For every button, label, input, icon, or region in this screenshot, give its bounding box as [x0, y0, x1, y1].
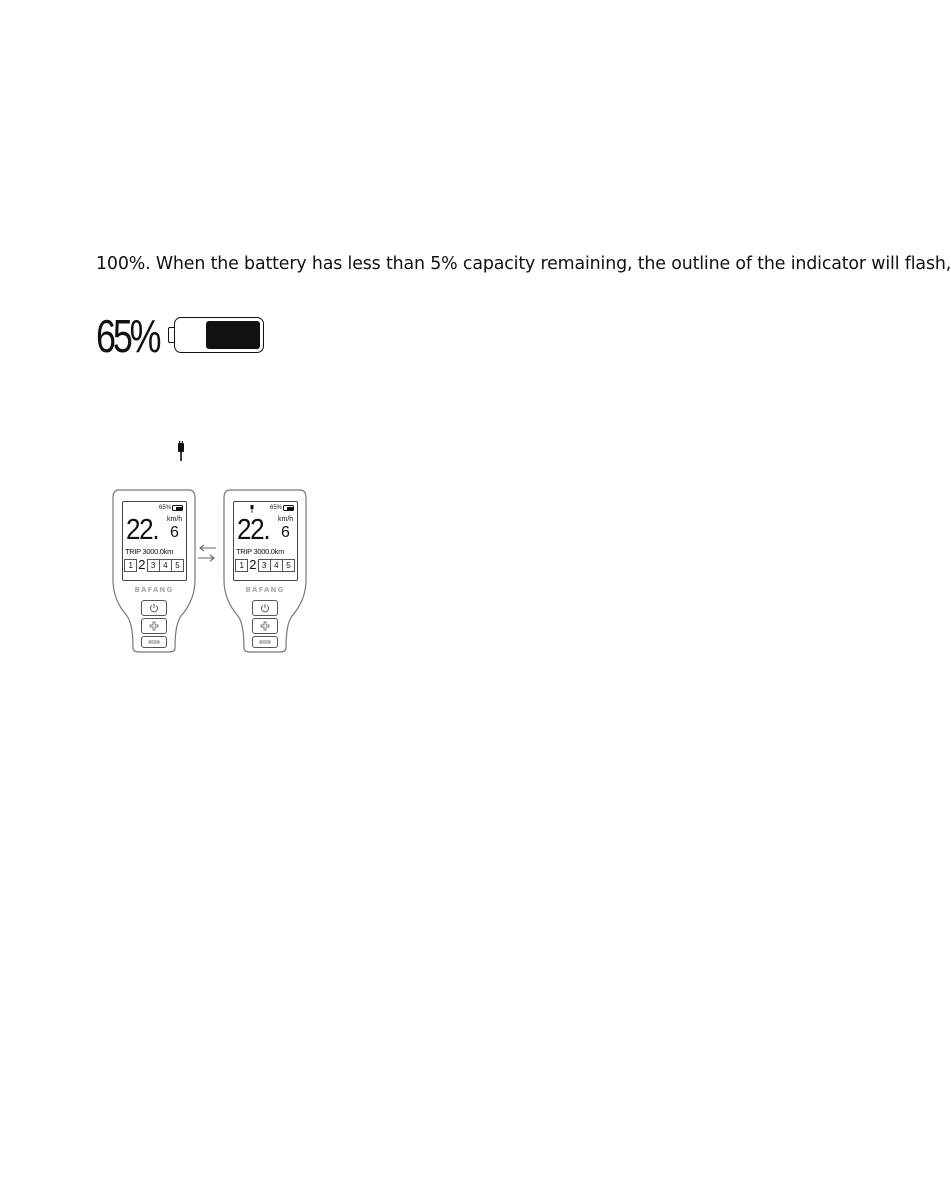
minus-icon: [148, 640, 160, 644]
plus-button[interactable]: [141, 618, 167, 634]
lcd-screen: [233, 501, 298, 581]
assist-level: 1: [235, 559, 248, 572]
lcd-screen: [122, 501, 187, 581]
trip-readout: TRIP 3000.0km: [125, 547, 174, 556]
paragraph-line: 100%. When the battery has less than 5% capacity remaining, the outline of the indicator will flash,: [96, 254, 951, 274]
battery-fill: [206, 321, 260, 349]
speed-integer: 22.: [237, 514, 270, 546]
display-unit-charging: [222, 488, 308, 654]
speed-unit: km/h: [167, 516, 183, 523]
assist-level: 1: [124, 559, 137, 572]
assist-level: 3: [147, 559, 160, 572]
brand-logo: BAFANG: [245, 586, 285, 594]
power-button[interactable]: [252, 600, 278, 616]
plus-icon: [149, 621, 159, 631]
assist-level-selected: 2: [138, 557, 146, 572]
speed-decimal: 6: [170, 524, 179, 541]
assist-levels: [125, 559, 184, 572]
assist-level: 4: [159, 559, 172, 572]
minus-button[interactable]: [252, 636, 278, 648]
plus-button[interactable]: [252, 618, 278, 634]
trip-readout: TRIP 3000.0km: [236, 547, 285, 556]
speed-integer: 22.: [126, 514, 159, 546]
battery-percent-label: 65%: [96, 310, 159, 362]
assist-level: 5: [171, 559, 184, 572]
power-button[interactable]: [141, 600, 167, 616]
battery-icon: [174, 317, 264, 353]
power-icon: [149, 603, 159, 613]
speed-unit: km/h: [278, 516, 294, 523]
assist-levels: [236, 559, 295, 572]
screen-battery-percent: 65%: [158, 505, 171, 511]
minus-icon: [259, 640, 271, 644]
power-icon: [260, 603, 270, 613]
plug-icon: [176, 441, 186, 463]
assist-level: 4: [270, 559, 283, 572]
screen-battery-percent: 65%: [269, 505, 282, 511]
minus-button[interactable]: [141, 636, 167, 648]
assist-level: 5: [282, 559, 295, 572]
swap-arrows-icon: [196, 542, 218, 564]
charging-plug-icon: [250, 504, 254, 513]
screen-battery-icon: [283, 505, 294, 511]
brand-logo: BAFANG: [134, 586, 174, 594]
assist-level: 3: [258, 559, 271, 572]
screen-battery-icon: [172, 505, 183, 511]
display-unit-normal: [111, 488, 197, 654]
assist-level-selected: 2: [249, 557, 257, 572]
speed-decimal: 6: [281, 524, 290, 541]
plus-icon: [260, 621, 270, 631]
